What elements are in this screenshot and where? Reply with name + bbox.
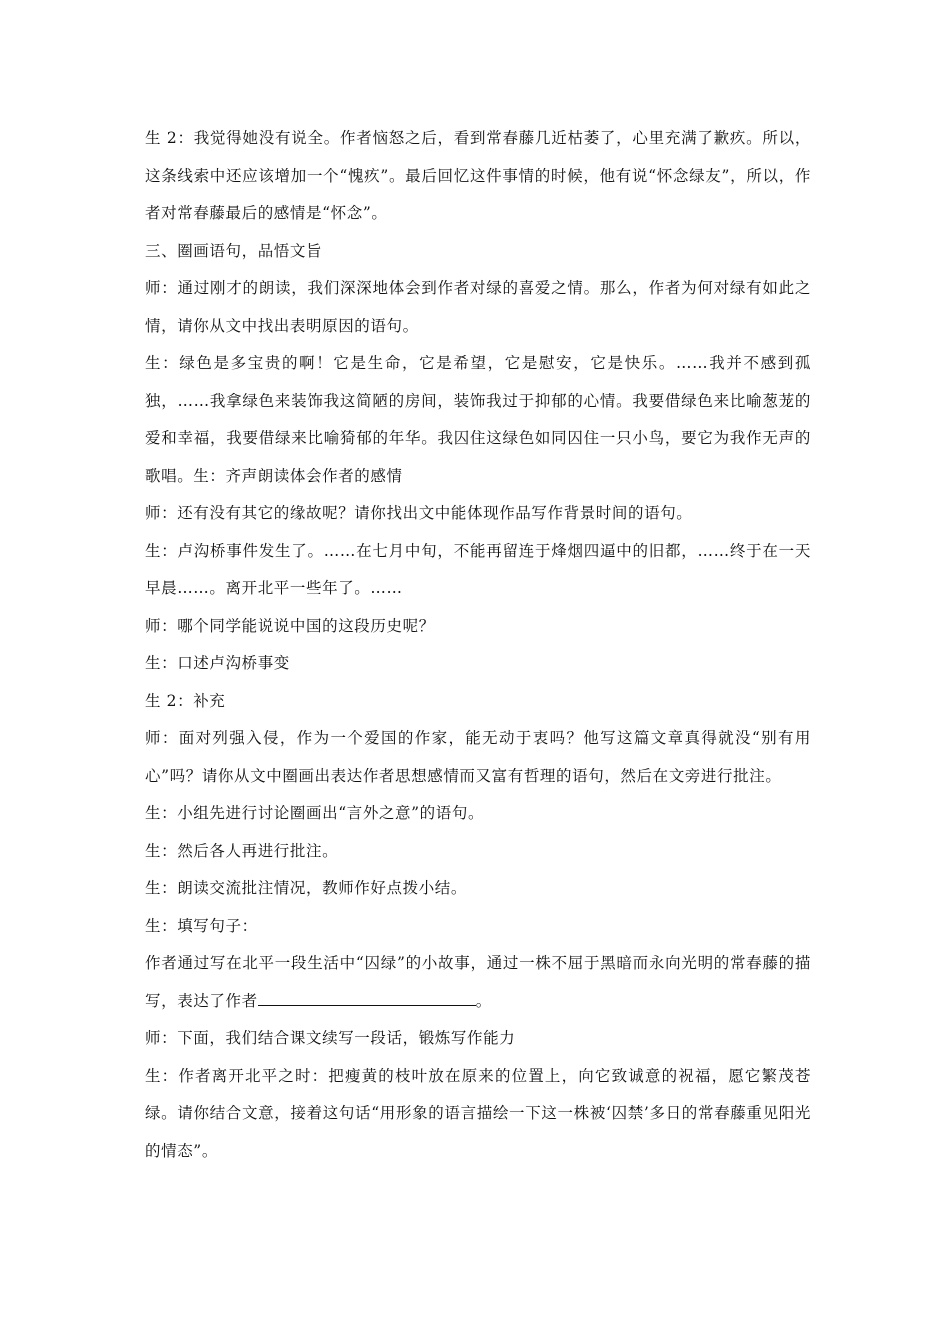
paragraph-fill-sentence [145,945,811,1020]
paragraph-teacher-writing: 师：下面，我们结合课文续写一段话，锻炼写作能力 [145,1029,516,1047]
paragraph-teacher-background: 师：还有没有其它的缘故呢？请你找出文中能体现作品写作背景时间的语句。 [145,504,693,522]
paragraph-student-annotate: 生：然后各人再进行批注。 [145,841,339,860]
fill-sentence-end: 。 [475,991,492,1010]
paragraph-student-share: 生：朗读交流批注情况，教师作好点拨小结。 [145,879,468,897]
paragraph-teacher-history: 师：哪个同学能说说中国的这段历史呢？ [145,616,435,635]
fill-sentence-text: 作者通过写在北平一段生活中“囚绿”的小故事，通过一株不屈于黑暗而永向光明的常春藤的描写，表达了作者 [145,954,811,1010]
paragraph-student-green: 生：绿色是多宝贵的啊！它是生命，它是希望，它是慰安，它是快乐。……我并不感到孤独，……我拿绿色来装饰我这简陋的房间，装饰我过于抑郁的心情。我要借绿色来比喻葱茏的爱和幸福，我要借绿来比喻猗郁的年华。我囚住这绿色如同囚住一只小鸟，要它为我作无声的歌唱。生：齐声朗读体会作者的感情 [145,354,811,485]
paragraph-student2-supplement: 生 2：补充 [145,691,226,710]
fill-in-blank [258,988,476,1006]
paragraph-teacher-invasion: 师：面对列强入侵，作为一个爱国的作家，能无动于衷吗？他写这篇文章真得就没“别有用心”吗？请你从文中圈画出表达作者思想感情而又富有哲理的语句，然后在文旁进行批注。 [145,729,811,785]
document-body [145,120,811,1170]
section-heading-3: 三、圈画语句，品悟文旨 [145,241,323,260]
paragraph-student-continue: 生：作者离开北平之时：把瘦黄的枝叶放在原来的位置上，向它致诚意的祝福，愿它繁茂苍绿。请你结合文意，接着这句话“用形象的语言描绘一下这一株被‘囚禁’多日的常春藤重见阳光的情态”。 [145,1066,811,1160]
paragraph-student-fill: 生：填写句子： [145,916,258,935]
paragraph-student-group: 生：小组先进行讨论圈画出“言外之意”的语句。 [145,804,485,822]
paragraph-student-lugou: 生：卢沟桥事件发生了。……在七月中旬，不能再留连于烽烟四逼中的旧都，……终于在一天早晨……。离开北平一些年了。…… [145,541,811,597]
paragraph-student2-reply: 生 2：我觉得她没有说全。作者恼怒之后，看到常春藤几近枯萎了，心里充满了歉疚。所以，这条线索中还应该增加一个“愧疚”。最后回忆这件事情的时候，他有说“怀念绿友”，所以，作者对常春藤最后的感情是“怀念”。 [145,129,811,222]
paragraph-student-oral: 生：口述卢沟桥事变 [145,654,290,672]
paragraph-teacher-reason: 师：通过刚才的朗读，我们深深地体会到作者对绿的喜爱之情。那么，作者为何对绿有如此之情，请你从文中找出表明原因的语句。 [145,279,811,335]
